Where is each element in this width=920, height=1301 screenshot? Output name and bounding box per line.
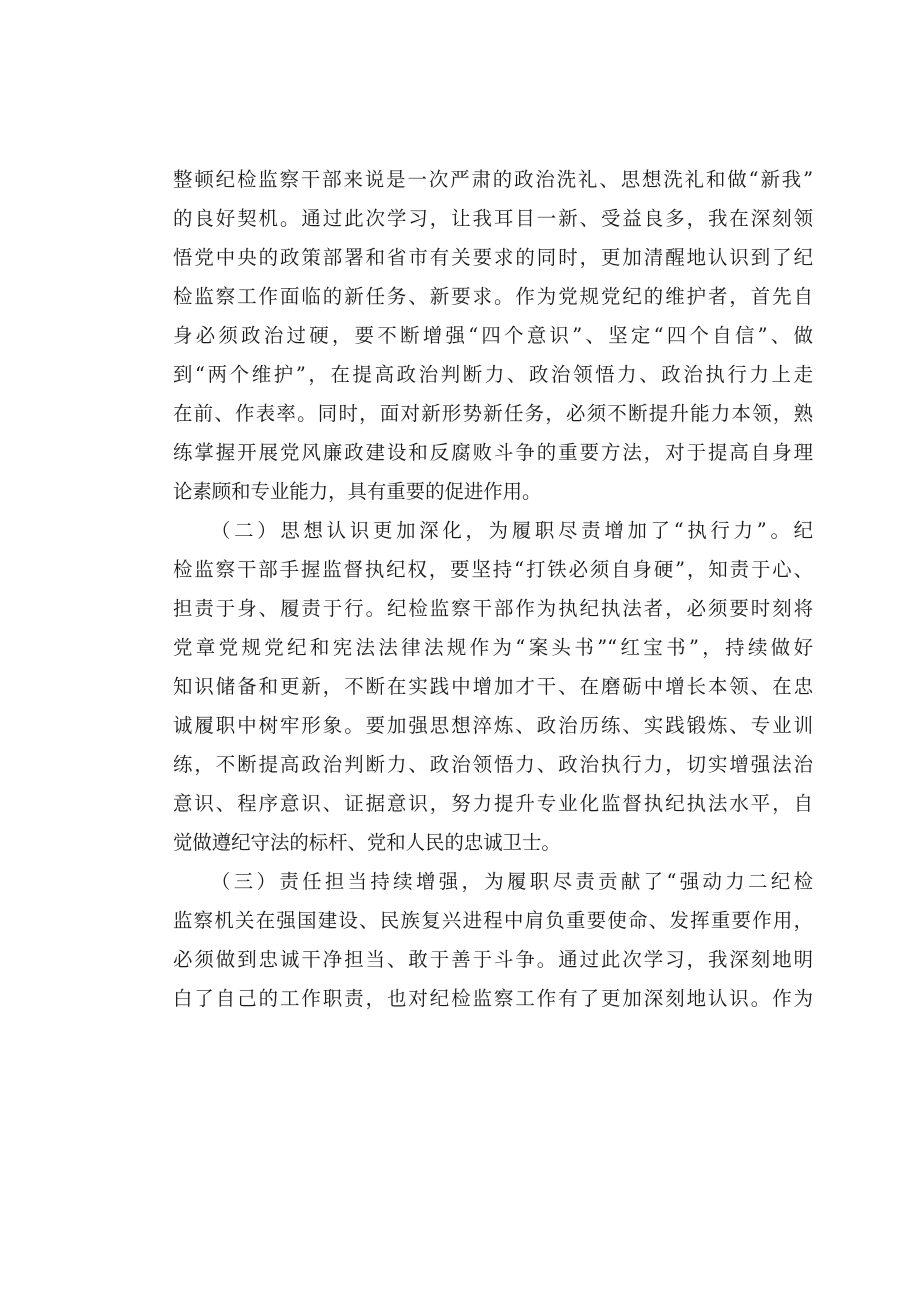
text-line: 觉做遵纪守法的标杆、党和人民的忠诚卫士。: [173, 831, 561, 854]
text-line: （三）责任担当持续增强，为履职尽责贡献了“强动力二纪检: [211, 870, 813, 893]
text-line: 整顿纪检监察干部来说是一次严肃的政治洗礼、思想洗礼和做“新我”: [173, 168, 813, 191]
text-line: 练掌握开展党风廉政建设和反腐败斗争的重要方法，对于提高自身理: [173, 441, 813, 464]
text-line: 在前、作表率。同时，面对新形势新任务，必须不断提升能力本领，熟: [173, 402, 813, 425]
text-line: （二）思想认识更加深化，为履职尽责增加了“执行力”。纪: [211, 519, 813, 542]
text-line: 知识储备和更新，不断在实践中增加才干、在磨砺中增长本领、在忠: [173, 675, 813, 698]
text-line: 检监察干部手握监督执纪权，要坚持“打铁必须自身硬”，知责于心、: [173, 558, 813, 581]
text-line: 担责于身、履责于行。纪检监察干部作为执纪执法者，必须要时刻将: [173, 597, 813, 620]
text-line: 党章党规党纪和宪法法律法规作为“案头书”“红宝书”，持续做好: [173, 636, 813, 659]
text-line: 诚履职中树牢形象。要加强思想淬炼、政治历练、实践锻炼、专业训: [173, 714, 813, 737]
text-line: 白了自己的工作职责，也对纪检监察工作有了更加深刻地认识。作为: [173, 987, 813, 1010]
paragraph-3: [173, 862, 813, 1018]
text-line: 检监察工作面临的新任务、新要求。作为党规党纪的维护者，首先自: [173, 285, 813, 308]
text-line: 必须做到忠诚干净担当、敢于善于斗争。通过此次学习，我深刻地明: [173, 948, 813, 971]
text-line: 论素顾和专业能力，具有重要的促进作用。: [173, 480, 542, 503]
text-line: 悟党中央的政策部署和省市有关要求的同时，更加清醒地认识到了纪: [173, 246, 813, 269]
text-line: 到“两个维护”，在提高政治判断力、政治领悟力、政治执行力上走: [173, 363, 813, 386]
text-line: 的良好契机。通过此次学习，让我耳目一新、受益良多，我在深刻领: [173, 207, 813, 230]
text-line: 练，不断提高政治判断力、政治领悟力、政治执行力，切实增强法治: [173, 753, 813, 776]
text-line: 监察机关在强国建设、民族复兴进程中肩负重要使命、发挥重要作用，: [173, 909, 813, 932]
text-line: 意识、程序意识、证据意识，努力提升专业化监督执纪执法水平，自: [173, 792, 813, 815]
document-body: [173, 160, 813, 1018]
text-line: 身必须政治过硬，要不断增强“四个意识”、坚定“四个自信”、做: [173, 324, 813, 347]
paragraph-2: [173, 511, 813, 862]
paragraph-1: [173, 160, 813, 511]
